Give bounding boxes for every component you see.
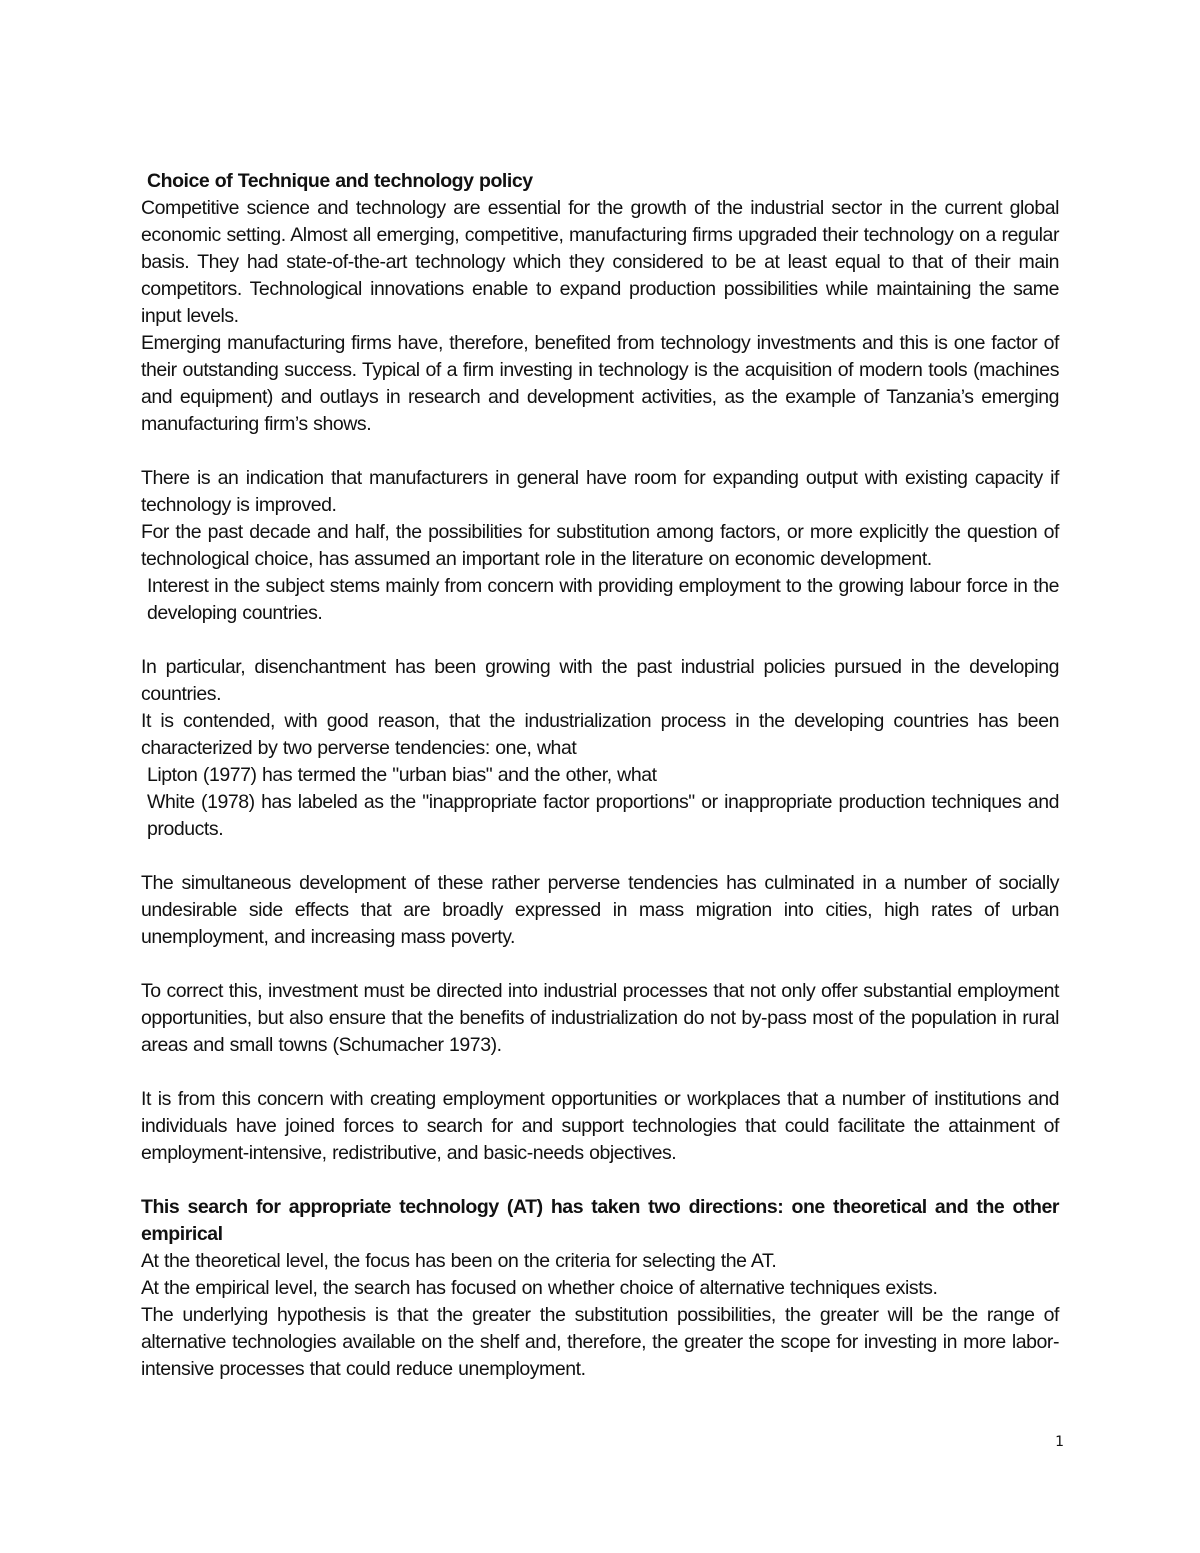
- paragraph-1: Competitive science and technology are essential for the growth of the industrial sector in the current global economic setting. Almost all emerging, competitive, manufacturing firms upgraded their technology on a regular basis. They had state-of-the-art technology which they considered to be at least equal to that of their main competitors. Technological innovations enable to expand production possibilities while maintaining the same input levels.: [141, 197, 1059, 327]
- paragraph-gap: [141, 951, 1059, 978]
- paragraph-12: It is from this concern with creating employment opportunities or workplaces that a number of institutions and individuals have joined forces to search for and support technologies that could facilitate the attainment of employment-intensive, redistributive, and basic-needs objectives.: [141, 1088, 1059, 1164]
- paragraph-8: Lipton (1977) has termed the "urban bias" and the other, what: [147, 764, 657, 786]
- paragraph-gap: [141, 1059, 1059, 1086]
- paragraph-gap: [141, 843, 1059, 870]
- paragraph-15: The underlying hypothesis is that the greater the substitution possibilities, the greater will be the range of alternative technologies available on the shelf and, therefore, the greater the scope for investing in more labor-intensive processes that could reduce unemployment.: [141, 1304, 1059, 1380]
- paragraph-5: Interest in the subject stems mainly from concern with providing employment to the growing labour force in the developing countries.: [147, 575, 1059, 624]
- paragraph-14: At the empirical level, the search has focused on whether choice of alternative techniques exists.: [141, 1277, 938, 1299]
- paragraph-2: Emerging manufacturing firms have, therefore, benefited from technology investments and this is one factor of their outstanding success. Typical of a firm investing in technology is the acquisition of modern tools (machines and equipment) and outlays in research and development activities, as the example of Tanzania’s emerging manufacturing firm’s shows.: [141, 332, 1059, 435]
- section-subheading: This search for appropriate technology (AT) has taken two directions: one theoretical and the other empirical: [141, 1196, 1059, 1245]
- document-title: Choice of Technique and technology policy: [147, 170, 533, 192]
- paragraph-gap: [141, 438, 1059, 465]
- paragraph-11: To correct this, investment must be directed into industrial processes that not only offer substantial employment opportunities, but also ensure that the benefits of industrialization do not by-pass most of the population in rural areas and small towns (Schumacher 1973).: [141, 980, 1059, 1056]
- document-body: [141, 168, 1059, 1383]
- paragraph-gap: [141, 627, 1059, 654]
- paragraph-10: The simultaneous development of these rather perverse tendencies has culminated in a number of socially undesirable side effects that are broadly expressed in mass migration into cities, high rates of urban unemployment, and increasing mass poverty.: [141, 872, 1059, 948]
- paragraph-gap: [141, 1167, 1059, 1194]
- paragraph-6: In particular, disenchantment has been growing with the past industrial policies pursued in the developing countries.: [141, 656, 1059, 705]
- paragraph-4: For the past decade and half, the possibilities for substitution among factors, or more explicitly the question of technological choice, has assumed an important role in the literature on economic development.: [141, 521, 1059, 570]
- paragraph-9: White (1978) has labeled as the "inappropriate factor proportions" or inappropriate production techniques and products.: [147, 791, 1059, 840]
- paragraph-7: It is contended, with good reason, that the industrialization process in the developing countries has been characterized by two perverse tendencies: one, what: [141, 710, 1059, 759]
- page-number: 1: [1055, 1434, 1064, 1450]
- paragraph-3: There is an indication that manufacturers in general have room for expanding output with existing capacity if technology is improved.: [141, 467, 1059, 516]
- paragraph-13: At the theoretical level, the focus has been on the criteria for selecting the AT.: [141, 1250, 777, 1272]
